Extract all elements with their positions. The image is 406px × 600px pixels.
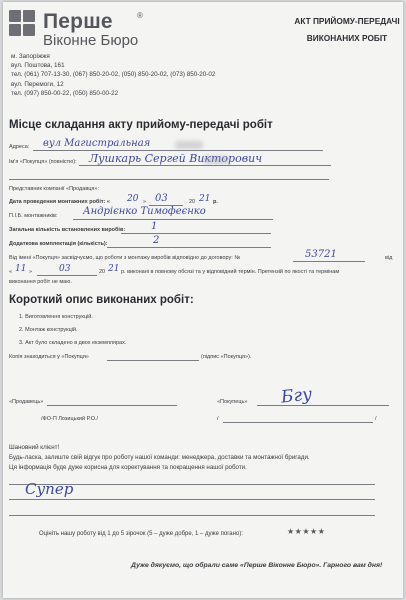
place-heading: Місце складання акту прийому-передачі робіт [9,119,273,131]
address-value[interactable]: вул Магистральная [43,138,151,149]
street2: вул. Перемоги, 12 [11,81,64,88]
date-day[interactable]: 20 [127,194,139,204]
installers-value[interactable]: Андрієнко Тимофеєнко [83,206,206,217]
seller-name: /ФО-П Лозицький Р.О./ [41,416,99,422]
seller-label: «Продавець» [9,399,44,405]
extras-label: Додаткова комплектація (кількість): [9,241,108,247]
windows-value[interactable]: 1 [151,221,158,232]
confirm-from: від [385,255,393,261]
act-document [3,2,403,598]
date-mid: » [143,199,147,205]
brand-line2: Віконне Бюро [43,32,139,49]
reg-mark: ® [137,11,143,20]
extras-value[interactable]: 2 [153,235,160,246]
date-year-prefix: 20 [189,199,196,205]
contract-day[interactable]: 11 [15,264,27,274]
contract-month[interactable]: 03 [59,264,71,274]
date-month[interactable]: 03 [155,193,168,204]
feedback-text1: Будь-ласка, залиште свій відгук про роботу нашої команди: менеджера, доставки та монтажної бригади. [9,454,310,461]
date-label: Дата проведення монтажних робіт: « [9,199,110,205]
windows-label: Загальна кількість встановлених виробів: [9,227,126,233]
feedback-greeting: Шановний клієнт! [9,444,60,451]
doc-title-line2: ВИКОНАНИХ РОБІТ [306,33,388,43]
representative-label: Представник компанії «Продавця»: [9,186,99,192]
contract-no[interactable]: 53721 [305,249,337,260]
rating-stars-icon[interactable]: ★★★★★ [287,527,326,536]
customer-label: Ім'я «Покупця» (повністю): [9,159,77,165]
confirm-text2: р. виконані в повному обсязі та у відповідний термін. Претензій по якості та термінам [121,269,340,275]
summary-heading: Короткий опис виконаних робіт: [9,294,194,306]
feedback-text2: Ця інформація буде дуже корисна для коректування та покращення нашої роботи. [9,464,247,471]
slash-right: / [375,416,377,422]
buyer-label: «Покупець» [217,399,248,405]
thanks-text: Дуже дякуємо, що обрали саме «Перше Віконне Бюро». Гарного вам дня! [131,562,383,569]
doc-title-line1: АКТ ПРИЙОМУ-ПЕРЕДАЧІ [294,16,400,26]
customer-value[interactable]: Лушкарь Сергей Викторович [89,152,263,165]
copy-text1: Копія знаходиться у «Покупця» [9,354,89,360]
logo-squares-icon [9,10,39,40]
list-item: 1. Виготовлення конструкцій. [19,314,93,320]
address-label: Адреса: [9,144,30,150]
buyer-signature[interactable]: Бгу [280,384,313,408]
date-suffix: р. [213,199,218,205]
date-year[interactable]: 21 [199,194,211,204]
review-value[interactable]: Супер [25,480,74,498]
confirm-text1: Від імені «Покупця» засвідчуємо, що роботи з монтажу виробів відповідно до договору: № [9,255,241,261]
slash-left: / [217,416,219,422]
contract-q-open: « [9,269,13,275]
phones1: тел. (061) 707-13-30, (067) 850-20-02, (050) 850-20-02, (073) 850-20-02 [11,71,216,78]
phones2: тел. (097) 850-00-22, (050) 850-00-22 [11,90,119,97]
rating-text: Оцініть нашу роботу від 1 до 5 зірочок (5 – дуже добре, 1 – дуже погано): [39,531,243,537]
installers-label: П.І.Б. монтажників: [9,213,58,219]
contract-year-prefix: 20 [99,269,106,275]
list-item: 2. Монтаж конструкцій. [19,327,78,333]
contract-q-close: » [29,269,33,275]
city: м. Запоріжжя [11,53,50,60]
copy-text2: (підпис «Покупця»). [201,354,252,360]
contract-year[interactable]: 21 [108,264,120,274]
brand-line1: Перше [43,10,113,33]
list-item: 3. Акт було складено в двох екземплярах. [19,340,127,346]
confirm-text3: виконання робіт не маю. [9,279,72,285]
street1: вул. Поштова, 161 [11,62,65,69]
